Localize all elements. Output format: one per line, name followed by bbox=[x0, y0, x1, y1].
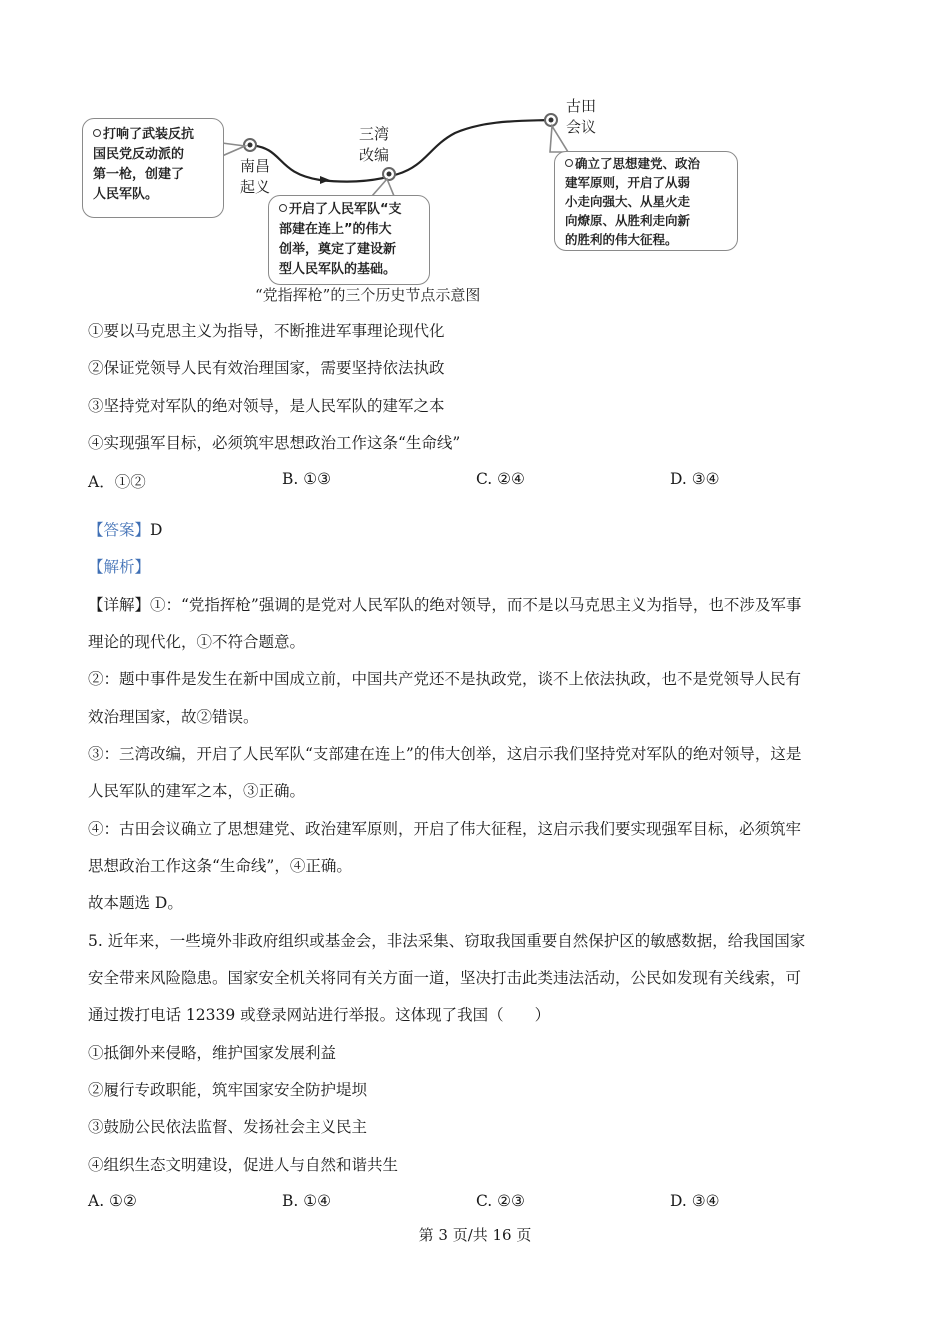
q4-option-a[interactable]: A．①② bbox=[88, 473, 146, 491]
q4-option-b[interactable]: B. ①③ bbox=[282, 470, 332, 488]
q4-statement-2: ②保证党领导人民有效治理国家，需要坚持依法执政 bbox=[88, 359, 445, 377]
sanwan-label: 三湾 改编 bbox=[359, 125, 390, 164]
q5-stem-1: 5. 近年来，一些境外非政府组织或基金会，非法采集、窃取我国重要自然保护区的敏感数据，给我国国家 bbox=[88, 932, 806, 950]
bullet-icon bbox=[279, 204, 287, 212]
detail-line-3: ②：题中事件是发生在新中国成立前，中国共产党还不是执政党，谈不上依法执政，也不是党领导人民有 bbox=[88, 670, 802, 688]
analysis-tag: 【解析】 bbox=[88, 558, 151, 576]
q5-option-c[interactable]: C. ②③ bbox=[476, 1192, 525, 1210]
q5-stem-2: 安全带来风险隐患。国家安全机关将同有关方面一道，坚决打击此类违法活动，公民如发现有关线索，可 bbox=[88, 969, 802, 987]
bullet-icon bbox=[93, 129, 101, 137]
q4-statement-1: ①要以马克思主义为指导，不断推进军事理论现代化 bbox=[88, 322, 445, 340]
detail-line-2: 理论的现代化，①不符合题意。 bbox=[88, 633, 306, 651]
q4-statement-4: ④实现强军目标，必须筑牢思想政治工作这条“生命线” bbox=[88, 434, 461, 452]
detail-line-9: 故本题选 D。 bbox=[88, 894, 183, 912]
bullet-icon bbox=[565, 159, 573, 167]
answer-value: D bbox=[150, 521, 163, 539]
q5-statement-3: ③鼓励公民依法监督、发扬社会主义民主 bbox=[88, 1118, 368, 1136]
detail-line-6: 人民军队的建军之本，③正确。 bbox=[88, 782, 306, 800]
q4-statement-3: ③坚持党对军队的绝对领导，是人民军队的建军之本 bbox=[88, 397, 445, 415]
q5-statement-1: ①抵御外来侵略，维护国家发展利益 bbox=[88, 1044, 337, 1062]
q5-option-a[interactable]: A. ①② bbox=[88, 1192, 137, 1210]
nanchang-note: 打响了武装反抗 国民党反动派的 第一枪，创建了 人民军队。 bbox=[82, 118, 224, 218]
sanwan-note: 开启了人民军队“支 部建在连上”的伟大 创举，奠定了建设新 型人民军队的基础。 bbox=[268, 195, 430, 285]
detail-line-7: ④：古田会议确立了思想建党、政治建军原则，开启了伟大征程，这启示我们要实现强军目标，必须筑牢 bbox=[88, 820, 802, 838]
q5-statement-4: ④组织生态文明建设，促进人与自然和谐共生 bbox=[88, 1156, 399, 1174]
detail-line-4: 效治理国家，故②错误。 bbox=[88, 708, 259, 726]
detail-line-5: ③：三湾改编，开启了人民军队“支部建在连上”的伟大创举，这启示我们坚持党对军队的绝对领导，这是 bbox=[88, 745, 802, 763]
history-nodes-diagram bbox=[80, 88, 760, 308]
q5-stem-3: 通过拨打电话 12339 或登录网站进行举报。这体现了我国（ ） bbox=[88, 1006, 551, 1024]
diagram-caption: “党指挥枪”的三个历史节点示意图 bbox=[255, 286, 481, 304]
q5-option-b[interactable]: B. ①④ bbox=[282, 1192, 332, 1210]
nanchang-label: 南昌 起义 bbox=[240, 157, 271, 196]
q5-statement-2: ②履行专政职能，筑牢国家安全防护堤坝 bbox=[88, 1081, 368, 1099]
q5-option-d[interactable]: D. ③④ bbox=[670, 1192, 720, 1210]
q4-answer bbox=[88, 519, 162, 541]
gutian-label: 古田 会议 bbox=[566, 97, 597, 136]
q4-option-c[interactable]: C. ②④ bbox=[476, 470, 525, 488]
answer-tag: 【答案】 bbox=[88, 521, 151, 539]
q4-option-d[interactable]: D. ③④ bbox=[670, 470, 720, 488]
detail-line-1: 【详解】①：“党指挥枪”强调的是党对人民军队的绝对领导，而不是以马克思主义为指导，也不涉及军事 bbox=[88, 596, 802, 614]
gutian-note: 确立了思想建党、政治 建军原则，开启了从弱 小走向强大、从星火走 向燎原、从胜利走向新 的胜利的伟大征程。 bbox=[554, 151, 738, 251]
detail-line-8: 思想政治工作这条“生命线”，④正确。 bbox=[88, 857, 352, 875]
page-footer: 第 3 页/共 16 页 bbox=[418, 1226, 532, 1244]
